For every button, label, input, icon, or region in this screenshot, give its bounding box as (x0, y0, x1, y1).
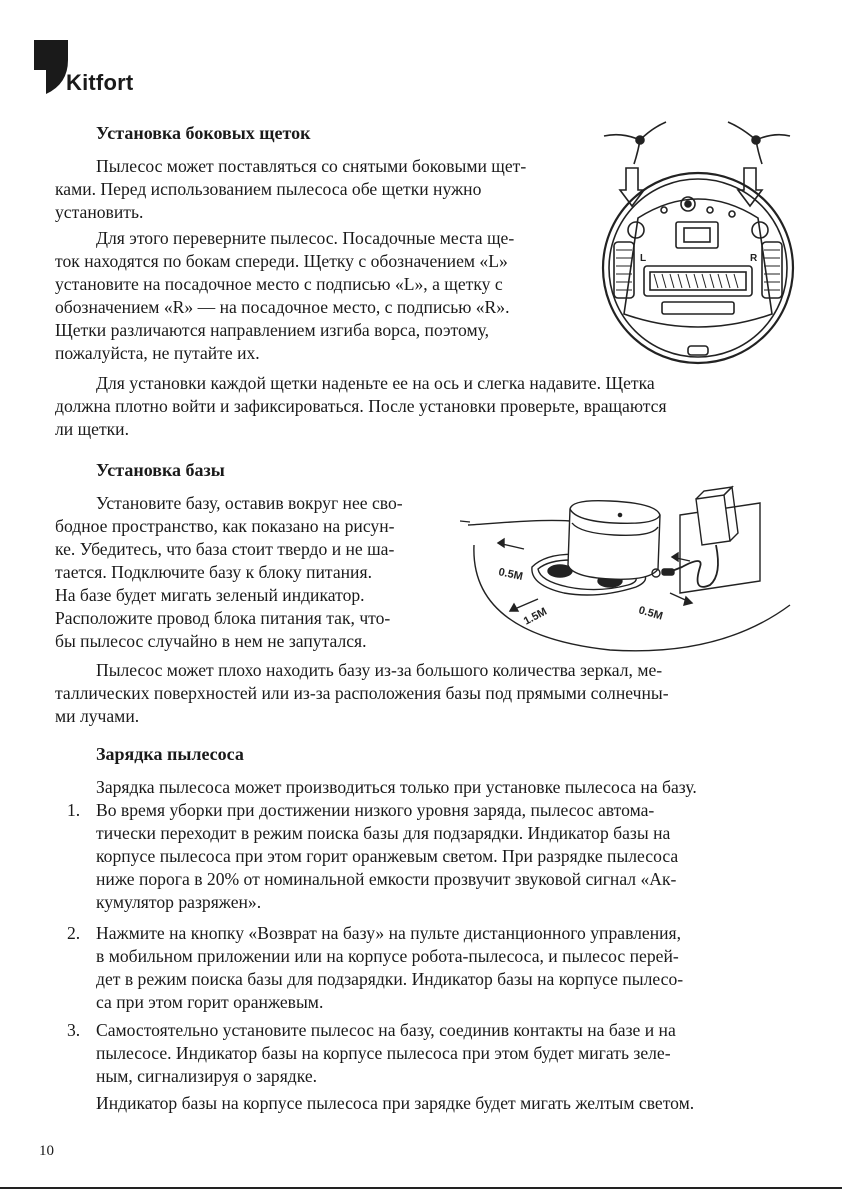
bottom-rule (0, 1187, 842, 1189)
right-side-brush-icon (728, 122, 790, 164)
brushes-para3: Для установки каждой щетки наденьте ее на ось и слегка надавите. Щетка должна плотно войти и зафиксироваться. После установки проверьте, вращаются ли щетки. (55, 373, 667, 439)
brushes-para2: Для этого переверните пылесос. Посадочные места ще- ток находятся по бокам спереди. Щетку с обозначением «L» установите на посадочное место с подписью «L», а щетку с обозначением «R» — на посадочное место, с подписью «R». Щетки различаются направлением изгиба ворса, поэтому, пожалуйста, не путайте их. (55, 228, 515, 363)
right-down-arrow-icon (738, 168, 762, 206)
right-slot-label: R (750, 253, 758, 264)
base-para2: Пылесос может плохо находить базу из-за большого количества зеркал, ме- таллических поверхностей или из-за расположения базы под прямыми солнечны- ми лучами. (55, 660, 669, 726)
heading-brushes: Установка боковых щеток (96, 123, 311, 143)
page-number: 10 (39, 1143, 54, 1159)
brushes-para1: Пылесос может поставляться со снятыми боковыми щет- ками. Перед использованием пылесоса обе щетки нужно установить. (55, 156, 527, 222)
heading-base: Установка базы (96, 460, 225, 480)
dist-right-label: 0.5M (637, 604, 665, 623)
heading-charging: Зарядка пылесоса (96, 744, 244, 764)
brand-name: Kitfort (66, 70, 134, 95)
base-placement-figure (460, 485, 810, 660)
dist-front-label: 1.5M (521, 605, 550, 628)
left-slot-label: L (640, 253, 647, 264)
base-para1: Установите базу, оставив вокруг нее сво- бодное пространство, как показано на рисун- ке. Убедитесь, что база стоит твердо и не ша- тается. Подключите базу к блоку питания. На базе будет мигать зеленый индикатор. Расположите провод блока питания так, что- бы пылесос случайно в нем не запутался. (55, 493, 403, 651)
dist-left-label: 0.5M (497, 566, 524, 584)
left-side-brush-icon (604, 122, 666, 164)
charging-intro: Зарядка пылесоса может производиться только при установке пылесоса на базу. (96, 777, 697, 797)
robot-underside-figure (592, 118, 804, 370)
charging-outro: Индикатор базы на корпусе пылесоса при зарядке будет мигать желтым светом. (96, 1093, 695, 1113)
